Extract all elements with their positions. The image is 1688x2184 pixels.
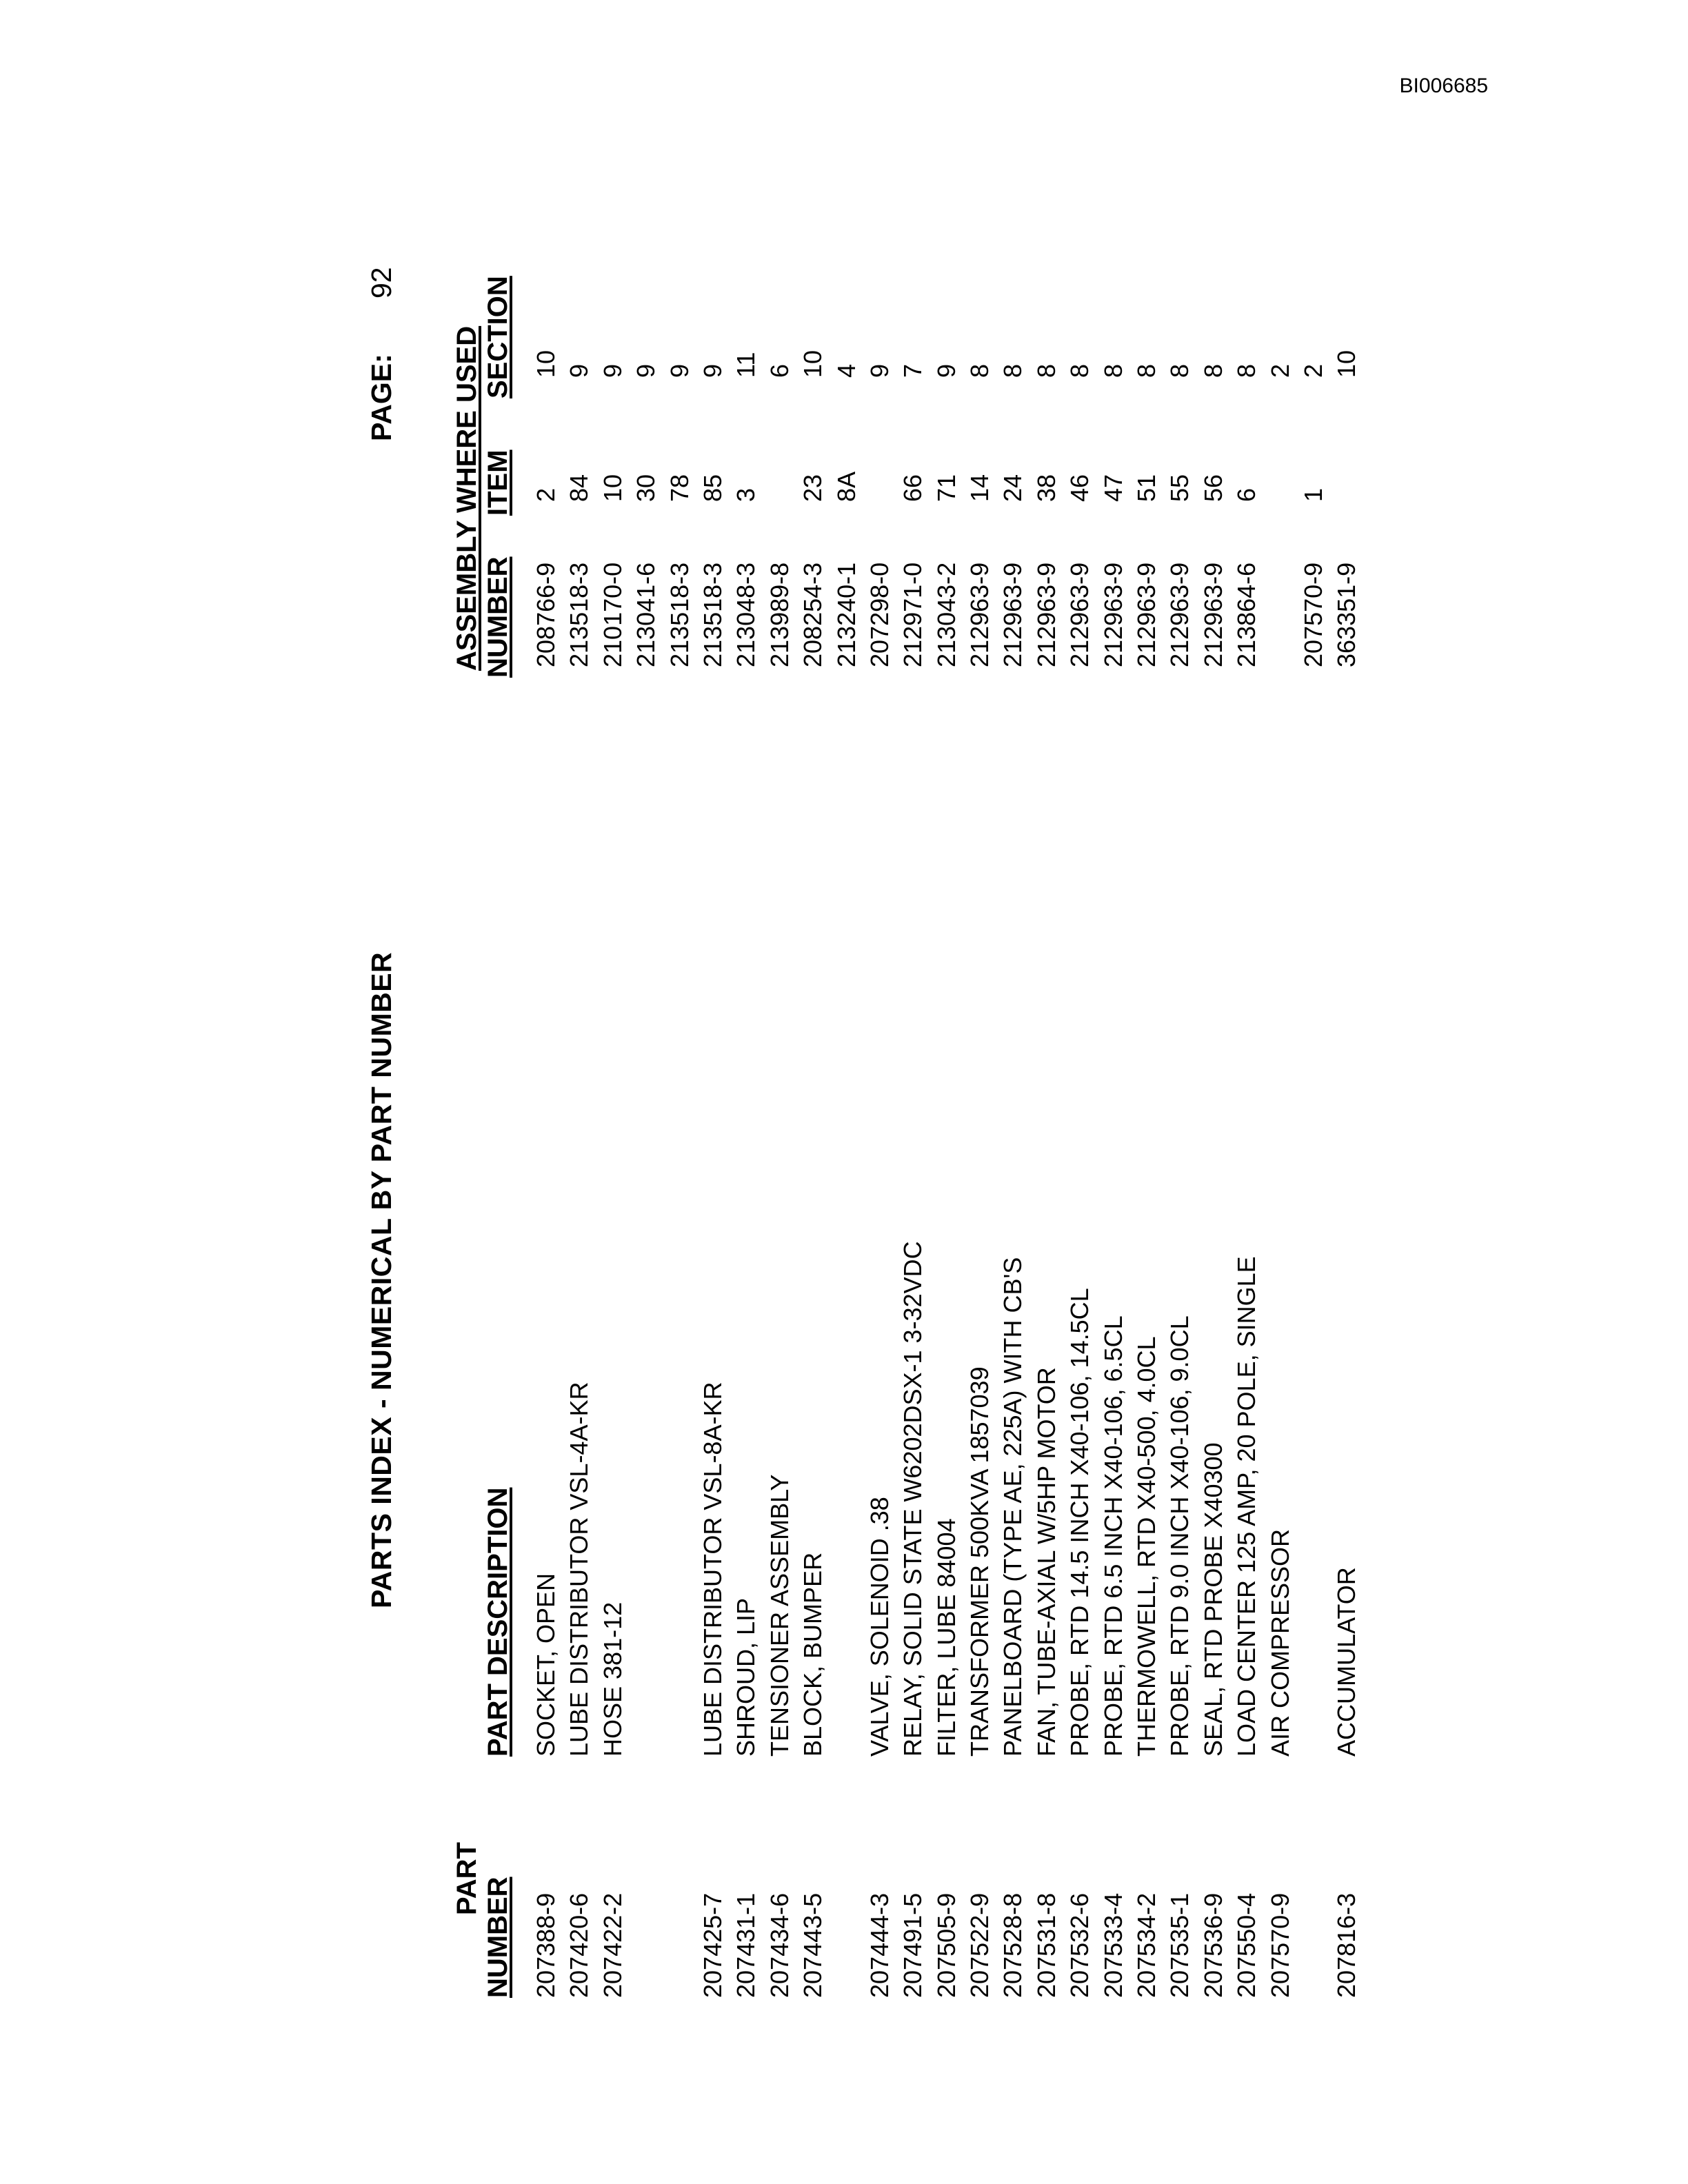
- table-cell-part-number: 207536-9: [1198, 1892, 1227, 1998]
- table-cell-item: 78: [665, 474, 694, 502]
- table-cell-assembly-number: 210170-0: [598, 562, 627, 667]
- table-cell-part-number: 207550-4: [1232, 1892, 1261, 1998]
- table-cell-description: TRANSFORMER 500KVA 1857039: [965, 1366, 994, 1757]
- table-cell-item: 55: [1165, 474, 1194, 502]
- table-cell-item: 2: [532, 487, 560, 502]
- header-section: SECTION: [483, 276, 513, 398]
- table-cell-section: 9: [632, 363, 661, 378]
- table-cell-description: LUBE DISTRIBUTOR VSL-4A-KR: [565, 1382, 594, 1757]
- table-cell-item: 8A: [832, 471, 861, 502]
- table-cell-item: 23: [798, 474, 827, 502]
- table-cell-item: 46: [1065, 474, 1094, 502]
- table-cell-section: 4: [832, 363, 861, 378]
- table-cell-section: 9: [932, 363, 961, 378]
- section-column: [530, 350, 1364, 378]
- page-title: PARTS INDEX - NUMERICAL BY PART NUMBER: [365, 951, 397, 1608]
- table-cell-assembly-number: 212963-9: [965, 562, 994, 667]
- table-cell-assembly-number: 207298-0: [865, 562, 894, 667]
- table-cell-description: [630, 1241, 663, 1757]
- table-cell-part-number: [1297, 1893, 1330, 1998]
- header-part-description: PART DESCRIPTION: [483, 1487, 513, 1757]
- header-part-number: NUMBER: [483, 1877, 513, 1998]
- table-cell-assembly-number: 213989-8: [765, 562, 794, 667]
- table-cell-section: 9: [565, 363, 594, 378]
- table-cell-assembly-number: 213041-6: [632, 562, 661, 667]
- table-cell-part-number: 207532-6: [1065, 1892, 1094, 1998]
- table-cell-description: PROBE, RTD 14.5 INCH X40-106, 14.5CL: [1065, 1288, 1094, 1757]
- table-cell-assembly-number: [1264, 563, 1297, 667]
- table-cell-section: 9: [665, 363, 694, 378]
- table-cell-item: 14: [965, 474, 994, 502]
- table-cell-item: 38: [1032, 474, 1061, 502]
- table-cell-assembly-number: 208766-9: [532, 562, 560, 667]
- table-cell-description: LOAD CENTER 125 AMP, 20 POLE, SINGLE: [1232, 1256, 1261, 1757]
- table-cell-assembly-number: 213518-3: [665, 562, 694, 667]
- assembly-number-column: [530, 563, 1364, 667]
- table-cell-section: 7: [898, 363, 927, 378]
- document-id: BI006685: [1399, 74, 1488, 97]
- table-cell-item: 30: [632, 474, 661, 502]
- page-label: PAGE:: [365, 354, 397, 441]
- table-cell-section: 8: [1198, 363, 1227, 378]
- table-cell-part-number: 207505-9: [932, 1892, 961, 1998]
- table-cell-item: [1330, 472, 1363, 502]
- table-cell-part-number: 207420-6: [565, 1892, 594, 1998]
- table-cell-section: 9: [865, 363, 894, 378]
- table-cell-description: SOCKET, OPEN: [532, 1573, 560, 1757]
- table-cell-description: SEAL, RTD PROBE X40300: [1198, 1442, 1227, 1757]
- table-cell-assembly-number: 212971-0: [898, 562, 927, 667]
- table-cell-description: FAN, TUBE-AXIAL W/5HP MOTOR: [1032, 1367, 1061, 1757]
- table-cell-part-number: 207444-3: [865, 1892, 894, 1998]
- table-cell-description: [830, 1241, 863, 1757]
- table-cell-part-number: 207431-1: [732, 1892, 761, 1998]
- page-number: 92: [365, 267, 397, 299]
- table-cell-section: 10: [798, 350, 827, 378]
- table-cell-assembly-number: 212963-9: [998, 562, 1027, 667]
- table-cell-part-number: 207388-9: [532, 1892, 560, 1998]
- header-assembly-where-used: ASSEMBLY WHERE USED: [452, 325, 482, 671]
- table-cell-section: 8: [1232, 363, 1261, 378]
- table-cell-item: [1264, 472, 1297, 502]
- header-item: ITEM: [483, 449, 513, 516]
- table-cell-description: FILTER, LUBE 84004: [932, 1518, 961, 1757]
- table-cell-part-number: 207443-5: [798, 1892, 827, 1998]
- table-cell-section: 8: [1032, 363, 1061, 378]
- table-cell-item: 1: [1298, 487, 1327, 502]
- table-cell-description: AIR COMPRESSOR: [1265, 1528, 1294, 1757]
- table-cell-description: BLOCK, BUMPER: [798, 1552, 827, 1757]
- table-cell-item: 85: [698, 474, 727, 502]
- table-cell-item: 56: [1198, 474, 1227, 502]
- table-cell-description: TENSIONER ASSEMBLY: [765, 1474, 794, 1757]
- table-cell-item: 71: [932, 474, 961, 502]
- table-cell-assembly-number: 212963-9: [1132, 562, 1161, 667]
- table-cell-item: [763, 472, 796, 502]
- part-description-column: [530, 1241, 1364, 1757]
- table-cell-part-number: 207528-8: [998, 1892, 1027, 1998]
- table-cell-part-number: 207570-9: [1265, 1892, 1294, 1998]
- table-cell-assembly-number: 212963-9: [1165, 562, 1194, 667]
- table-cell-section: 6: [765, 363, 794, 378]
- table-cell-part-number: 207522-9: [965, 1892, 994, 1998]
- table-cell-item: 10: [598, 474, 627, 502]
- table-cell-part-number: 207434-6: [765, 1892, 794, 1998]
- table-cell-part-number: [830, 1893, 863, 1998]
- table-cell-part-number: 207535-1: [1165, 1892, 1194, 1998]
- table-cell-description: SHROUD, LIP: [732, 1597, 761, 1757]
- table-cell-description: VALVE, SOLENOID .38: [865, 1497, 894, 1757]
- table-cell-assembly-number: 207570-9: [1298, 562, 1327, 667]
- table-cell-section: 8: [965, 363, 994, 378]
- table-cell-description: ACCUMULATOR: [1332, 1567, 1361, 1757]
- table-cell-assembly-number: 363351-9: [1332, 562, 1361, 667]
- table-cell-item: 51: [1132, 474, 1161, 502]
- table-cell-part-number: 207816-3: [1332, 1892, 1361, 1998]
- table-cell-assembly-number: 213043-2: [932, 562, 961, 667]
- table-cell-part-number: 207533-4: [1098, 1892, 1127, 1998]
- table-cell-section: 8: [1165, 363, 1194, 378]
- table-cell-part-number: [663, 1893, 696, 1998]
- table-cell-item: [863, 472, 896, 502]
- table-cell-assembly-number: 213864-6: [1232, 562, 1261, 667]
- table-cell-section: 10: [532, 350, 560, 378]
- table-cell-part-number: 207422-2: [598, 1892, 627, 1998]
- table-cell-part-number: 207425-7: [698, 1892, 727, 1998]
- part-number-column: [530, 1893, 1364, 1998]
- table-cell-description: LUBE DISTRIBUTOR VSL-8A-KR: [698, 1382, 727, 1757]
- table-cell-description: [1297, 1241, 1330, 1757]
- table-cell-item: 66: [898, 474, 927, 502]
- table-cell-item: 24: [998, 474, 1027, 502]
- table-cell-item: 47: [1098, 474, 1127, 502]
- table-cell-item: 84: [565, 474, 594, 502]
- table-cell-assembly-number: 213518-3: [698, 562, 727, 667]
- table-cell-description: HOSE 381-12: [598, 1601, 627, 1757]
- table-cell-section: 9: [598, 363, 627, 378]
- table-cell-item: 3: [732, 487, 761, 502]
- header-part: PART: [452, 1842, 482, 1915]
- table-cell-part-number: 207534-2: [1132, 1892, 1161, 1998]
- table-cell-section: 11: [732, 352, 761, 378]
- table-cell-section: 8: [998, 363, 1027, 378]
- table-cell-section: 8: [1098, 363, 1127, 378]
- table-cell-section: 10: [1332, 350, 1361, 378]
- table-cell-assembly-number: 212963-9: [1065, 562, 1094, 667]
- table-cell-assembly-number: 208254-3: [798, 562, 827, 667]
- table-cell-assembly-number: 213240-1: [832, 562, 861, 667]
- item-column: [530, 472, 1364, 502]
- table-cell-assembly-number: 212963-9: [1098, 562, 1127, 667]
- header-assembly-number: NUMBER: [483, 556, 513, 678]
- table-cell-description: THERMOWELL, RTD X40-500, 4.0CL: [1132, 1336, 1161, 1757]
- table-cell-description: PROBE, RTD 9.0 INCH X40-106, 9.0CL: [1165, 1315, 1194, 1757]
- table-cell-part-number: [630, 1893, 663, 1998]
- table-cell-item: 6: [1232, 487, 1261, 502]
- table-cell-section: 9: [698, 363, 727, 378]
- table-cell-description: PANELBOARD (TYPE AE, 225A) WITH CB'S: [998, 1257, 1027, 1757]
- table-cell-assembly-number: 212963-9: [1198, 562, 1227, 667]
- table-cell-assembly-number: 213048-3: [732, 562, 761, 667]
- table-cell-section: 2: [1265, 363, 1294, 378]
- table-cell-section: 8: [1132, 363, 1161, 378]
- table-cell-part-number: 207491-5: [898, 1892, 927, 1998]
- table-cell-section: 2: [1298, 363, 1327, 378]
- table-cell-assembly-number: 212963-9: [1032, 562, 1061, 667]
- table-cell-section: 8: [1065, 363, 1094, 378]
- table-cell-assembly-number: 213518-3: [565, 562, 594, 667]
- table-cell-description: RELAY, SOLID STATE W6202DSX-1 3-32VDC: [898, 1241, 927, 1757]
- table-cell-description: [663, 1241, 696, 1757]
- table-cell-description: PROBE, RTD 6.5 INCH X40-106, 6.5CL: [1098, 1315, 1127, 1757]
- table-cell-part-number: 207531-8: [1032, 1892, 1061, 1998]
